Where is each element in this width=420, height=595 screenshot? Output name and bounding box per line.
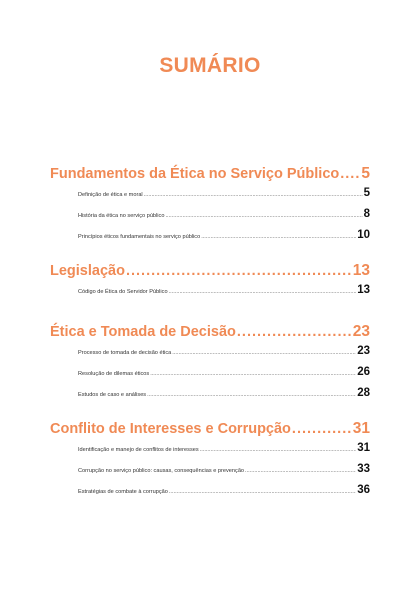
chapter-page-number: 31 bbox=[352, 420, 370, 437]
dot-leader bbox=[292, 421, 352, 437]
subentry-page-number: 5 bbox=[363, 187, 370, 199]
dot-leader bbox=[165, 213, 362, 219]
dot-leader bbox=[237, 324, 352, 340]
subentry-page-number: 26 bbox=[357, 366, 370, 378]
subentry-page-number: 10 bbox=[357, 229, 370, 241]
subentry-title: Resolução de dilemas éticos bbox=[78, 371, 150, 377]
dot-leader bbox=[200, 447, 357, 453]
toc-subentry[interactable] bbox=[78, 387, 370, 408]
toc-subentry[interactable] bbox=[78, 345, 370, 366]
toc-subentry[interactable] bbox=[78, 229, 370, 250]
chapter-page-number: 13 bbox=[352, 262, 370, 279]
subentry-title: Estudos de caso e análises bbox=[78, 392, 147, 398]
toc-subentry[interactable] bbox=[78, 484, 370, 505]
toc-section bbox=[50, 323, 370, 408]
subentry-page-number: 31 bbox=[357, 442, 370, 454]
subentry-title: Processo de tomada de decisão ética bbox=[78, 350, 172, 356]
subentry-title: Estratégias de combate à corrupção bbox=[78, 489, 168, 495]
toc-subentry[interactable] bbox=[78, 208, 370, 229]
dot-leader bbox=[172, 350, 356, 356]
chapter-title: Conflito de Interesses e Corrupção bbox=[50, 421, 291, 437]
subentry-page-number: 33 bbox=[357, 463, 370, 475]
subentry-page-number: 28 bbox=[357, 387, 370, 399]
chapter-title: Fundamentos da Ética no Serviço Público bbox=[50, 166, 340, 182]
subentry-title: Definição de ética e moral bbox=[78, 192, 143, 198]
dot-leader bbox=[340, 166, 360, 182]
toc-chapter-entry[interactable] bbox=[50, 262, 370, 284]
subentry-title: Corrupção no serviço público: causas, consequências e prevenção bbox=[78, 468, 245, 474]
toc-chapter-entry[interactable] bbox=[50, 165, 370, 187]
chapter-title: Legislação bbox=[50, 263, 125, 279]
toc-section bbox=[50, 420, 370, 505]
chapter-page-number: 5 bbox=[361, 165, 370, 182]
toc-chapter-entry[interactable] bbox=[50, 420, 370, 442]
toc-section bbox=[50, 165, 370, 250]
dot-leader bbox=[126, 263, 352, 279]
dot-leader bbox=[169, 489, 356, 495]
subentry-page-number: 13 bbox=[357, 284, 370, 296]
page-title: SUMÁRIO bbox=[159, 54, 261, 77]
dot-leader bbox=[144, 192, 363, 198]
subentry-title: Identificação e manejo de conflitos de interesses bbox=[78, 447, 199, 453]
dot-leader bbox=[245, 468, 356, 474]
toc-subentry[interactable] bbox=[78, 284, 370, 305]
toc-subentry[interactable] bbox=[78, 187, 370, 208]
subentry-page-number: 36 bbox=[357, 484, 370, 496]
toc-subentry[interactable] bbox=[78, 463, 370, 484]
chapter-title: Ética e Tomada de Decisão bbox=[50, 324, 236, 340]
toc-section bbox=[50, 262, 370, 305]
toc-subentry[interactable] bbox=[78, 366, 370, 387]
toc-subentry[interactable] bbox=[78, 442, 370, 463]
dot-leader bbox=[169, 289, 357, 295]
dot-leader bbox=[201, 234, 356, 240]
toc-chapter-entry[interactable] bbox=[50, 323, 370, 345]
subentry-title: Princípios éticos fundamentais no serviço público bbox=[78, 234, 201, 240]
subentry-page-number: 23 bbox=[357, 345, 370, 357]
dot-leader bbox=[150, 371, 356, 377]
subentry-title: História da ética no serviço público bbox=[78, 213, 165, 219]
subentry-title: Código de Ética do Servidor Público bbox=[78, 289, 168, 295]
dot-leader bbox=[147, 392, 356, 398]
chapter-page-number: 23 bbox=[352, 323, 370, 340]
subentry-page-number: 8 bbox=[363, 208, 370, 220]
